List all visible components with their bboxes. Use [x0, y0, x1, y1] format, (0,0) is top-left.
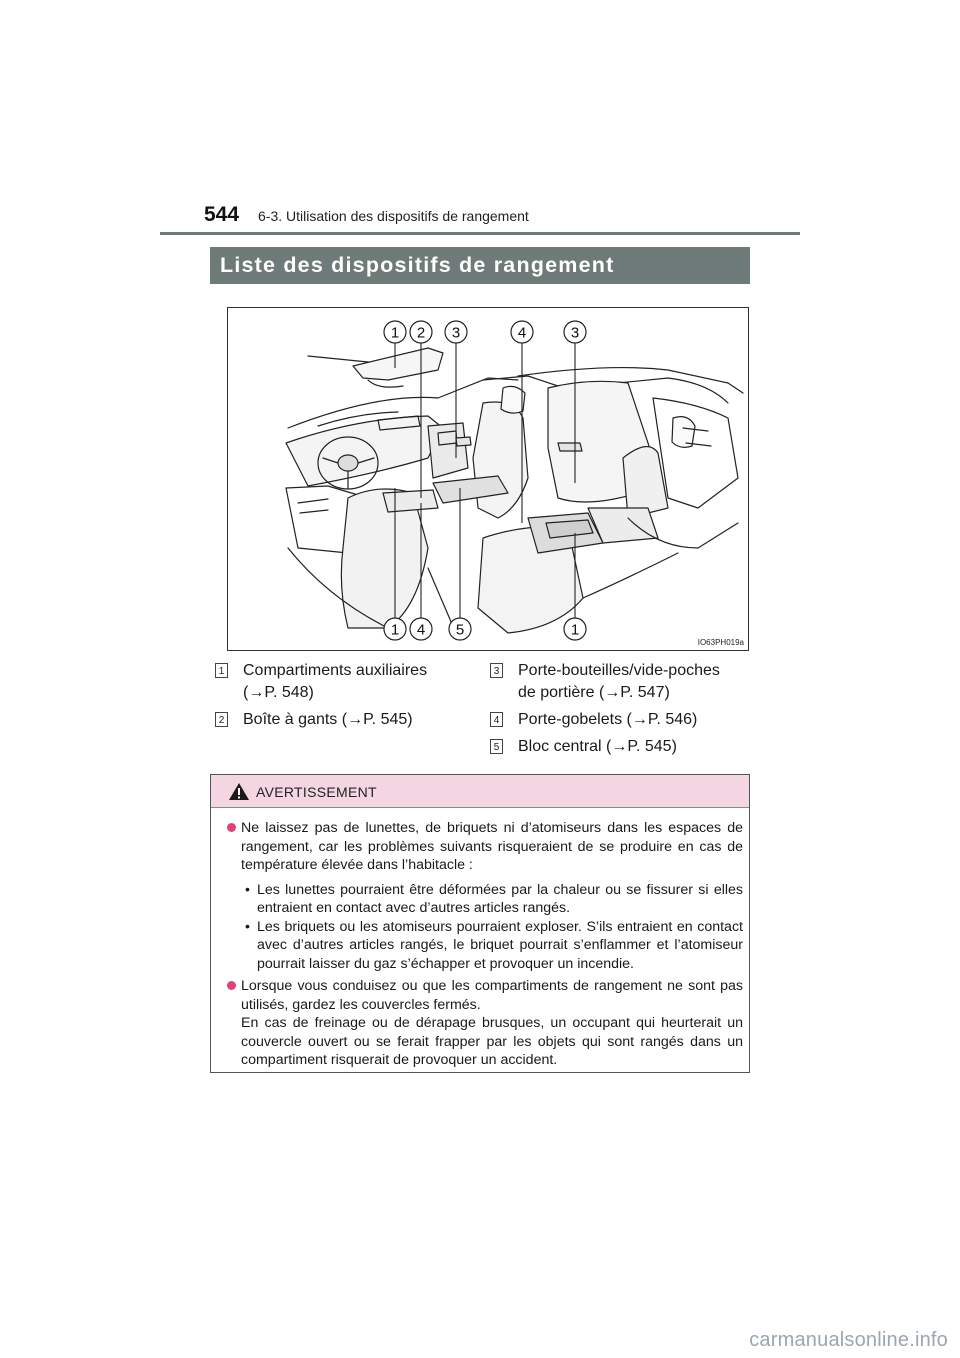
warning-label: AVERTISSEMENT [256, 784, 377, 800]
warning-box [210, 774, 750, 1073]
legend-num-4: 4 [490, 712, 503, 727]
callout-top-1-num: 1 [390, 324, 400, 342]
legend-text-5: Bloc central (→P. 545) [518, 738, 677, 755]
warning-header [211, 775, 749, 808]
legend-text-2: Boîte à gants (→P. 545) [243, 711, 413, 728]
legend-text-4: Porte-gobelets (→P. 546) [518, 711, 698, 728]
callout-bottom-4-num: 1 [570, 621, 580, 639]
watermark-logo: carmanualsonline.info [749, 1329, 948, 1351]
callout-bottom-2-num: 4 [416, 621, 426, 639]
legend-text-3: Porte-bouteilles/vide-poches de portière (→P. 547) [518, 662, 720, 701]
car-interior-drawing [228, 308, 749, 651]
callout-bottom-3-num: 5 [455, 621, 465, 639]
callout-top-5-num: 3 [570, 324, 580, 342]
legend-num-1: 1 [215, 663, 228, 678]
figure-code: IO63PH019a [697, 638, 744, 647]
legend-num-2: 2 [215, 712, 228, 727]
page-heading [210, 247, 750, 284]
callout-bottom-1-num: 1 [390, 621, 400, 639]
warning-paragraph-1: Ne laissez pas de lunettes, de briquets ni d’atomiseurs dans les espaces de rangement, car les problèmes suivants risqueraient de se produire en cas de température élevée dans l’habitacle : • Les lunettes pourraient être déformées par la chaleur ou se fissurer si elles entraient en contact avec d’autres articles rangés. • Les briquets ou les atomiseurs pourraient exploser. S’ils entraient en contact avec d’autres articles rangés, le briquet pourrait s’enflammer et l’atomiseur pourrait laisser du gaz s’échapper et provoquer un incendie. [225, 819, 743, 973]
legend-num-5: 5 [490, 739, 503, 754]
callout-top-3-num: 3 [451, 324, 461, 342]
callout-top-2-num: 2 [416, 324, 426, 342]
page-heading-text: Liste des dispositifs de rangement [220, 253, 615, 277]
warning-triangle-icon [228, 782, 250, 801]
legend-num-3: 3 [490, 663, 503, 678]
warning-sublist [241, 881, 743, 974]
header-rule [160, 232, 800, 235]
warning-sub-item-1: • Les lunettes pourraient être déformées par la chaleur ou se fissurer si elles entraient en contact avec d’autres articles rangés. [245, 881, 743, 916]
interior-illustration [227, 307, 749, 651]
page-number: 544 [204, 203, 240, 226]
legend [215, 660, 755, 760]
warning-body [225, 819, 743, 1074]
bullet-icon [227, 823, 236, 832]
bullet-icon [227, 981, 236, 990]
section-title: 6-3. Utilisation des dispositifs de rangement [258, 208, 529, 224]
legend-text-1: Compartiments auxiliaires (→P. 548) [243, 662, 428, 701]
warning-paragraph-2: Lorsque vous conduisez ou que les compartiments de rangement ne sont pas utilisés, gardez les couvercles fermés. En cas de freinage ou de dérapage brusques, un occupant qui heurterait un couvercle ouvert ou se ferait frapper par les objets qui sont rangés dans un compartiment risquerait de provoquer un accident. [225, 977, 743, 1070]
callout-top-4-num: 4 [517, 324, 527, 342]
warning-sub-item-2: • Les briquets ou les atomiseurs pourraient exploser. S’ils entraient en contact avec d’autres articles rangés, le briquet pourrait s’enflammer et l’atomiseur pourrait laisser du gaz s’échapper et provoquer un incendie. [245, 918, 743, 972]
